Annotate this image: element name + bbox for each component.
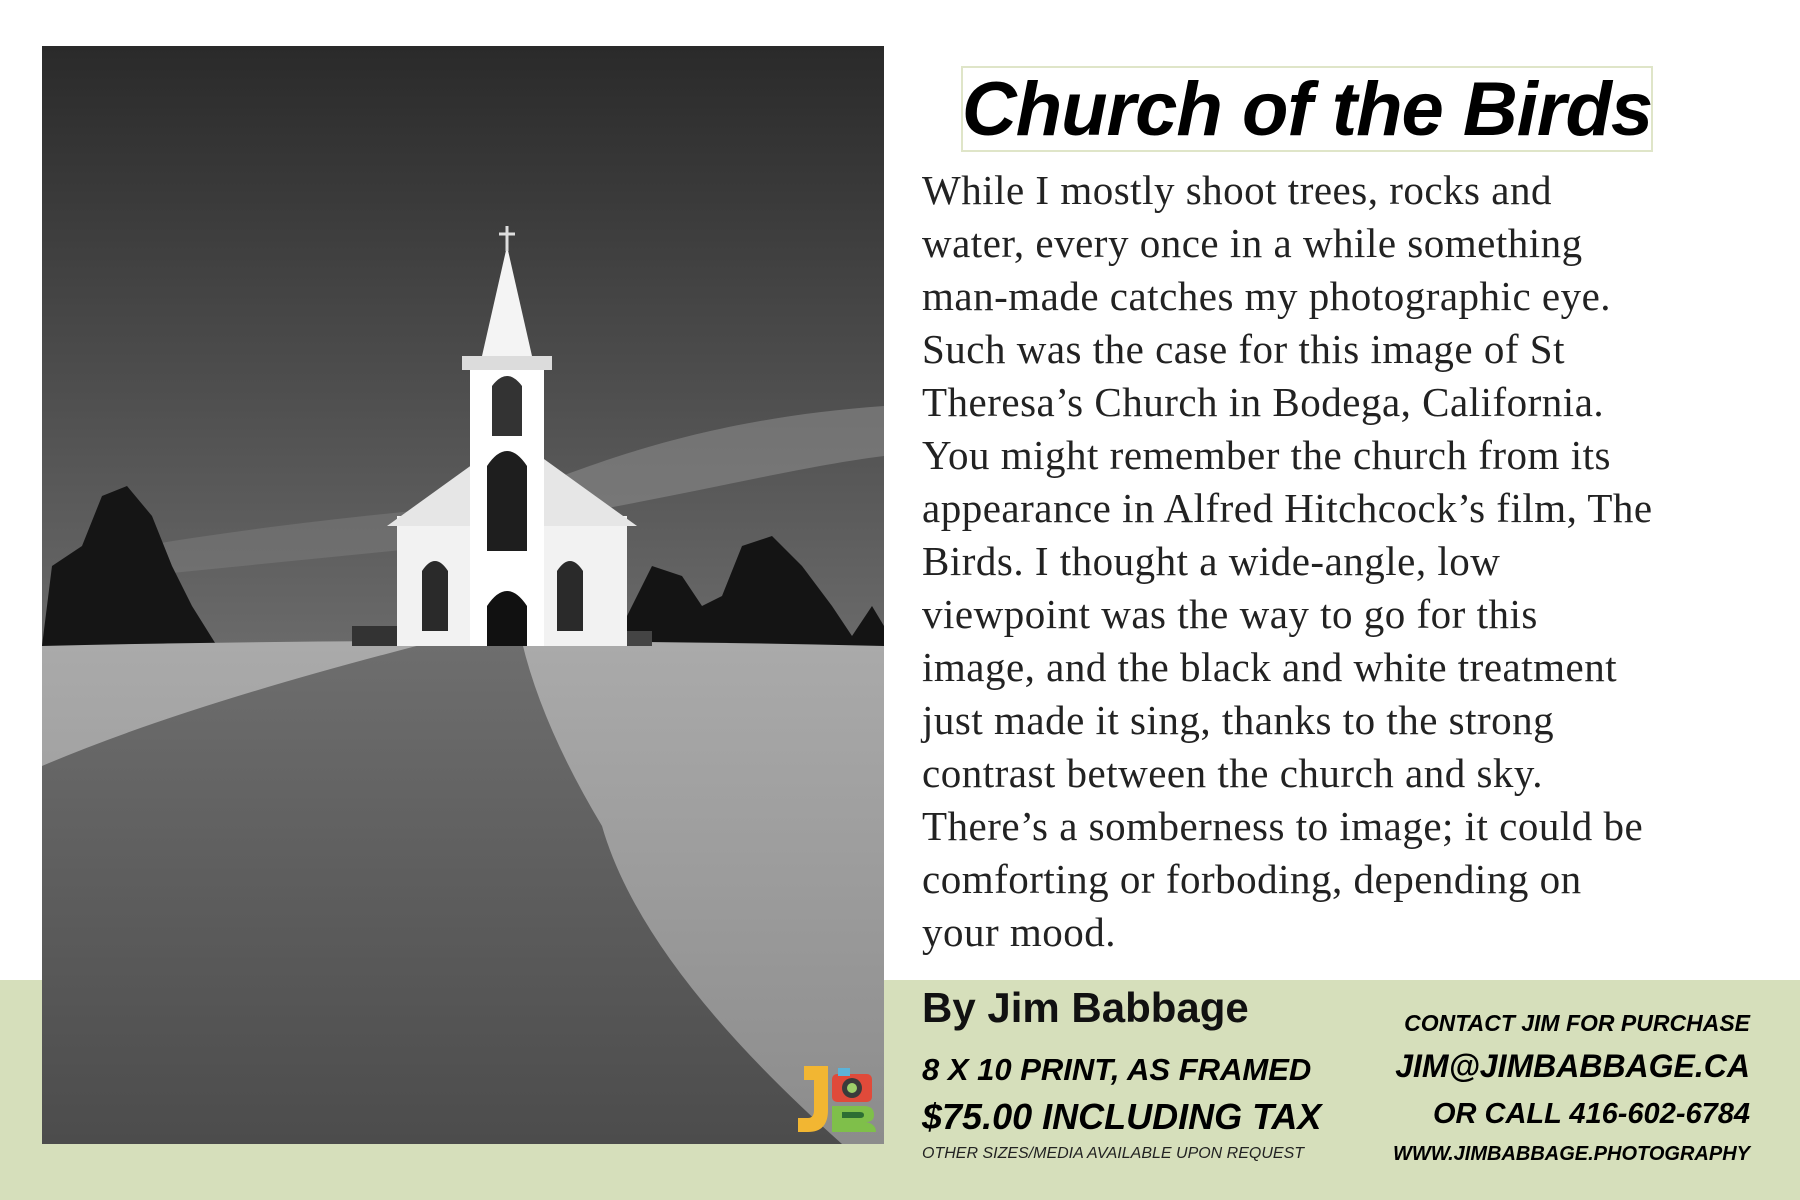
sizes-note: OTHER SIZES/MEDIA AVAILABLE UPON REQUEST <box>922 1145 1305 1162</box>
contact-heading: CONTACT JIM FOR PURCHASE <box>1404 1010 1750 1036</box>
description-line: viewpoint was the way to go for this <box>922 591 1538 637</box>
description <box>922 164 1762 959</box>
description-line: You might remember the church from its <box>922 432 1611 478</box>
description-line: just made it sing, thanks to the strong <box>922 697 1555 743</box>
description-line: your mood. <box>922 909 1117 955</box>
print-size: 8 X 10 PRINT, AS FRAMED <box>922 1052 1312 1087</box>
description-line: water, every once in a while something <box>922 220 1583 266</box>
contact-phone: OR CALL 416-602-6784 <box>1432 1098 1750 1130</box>
contact-website[interactable]: WWW.JIMBABBAGE.PHOTOGRAPHY <box>1392 1143 1750 1165</box>
jb-logo-icon <box>794 1060 878 1138</box>
description-line: Theresa’s Church in Bodega, California. <box>922 379 1605 425</box>
description-line: image, and the black and white treatment <box>922 644 1618 690</box>
author-credit: By Jim Babbage <box>922 984 1249 1031</box>
description-line: There’s a somberness to image; it could be <box>922 803 1644 849</box>
description-line: contrast between the church and sky. <box>922 750 1544 796</box>
page-title: Church of the Birds <box>961 66 1653 152</box>
church-photo <box>42 46 884 1144</box>
contact-email[interactable]: JIM@JIMBABBAGE.CA <box>1395 1048 1750 1084</box>
description-line: comforting or forboding, depending on <box>922 856 1582 902</box>
description-line: Such was the case for this image of St <box>922 326 1565 372</box>
description-line: man-made catches my photographic eye. <box>922 273 1612 319</box>
description-line: appearance in Alfred Hitchcock’s film, The <box>922 485 1653 531</box>
description-line: While I mostly shoot trees, rocks and <box>922 167 1552 213</box>
description-line: Birds. I thought a wide-angle, low <box>922 538 1501 584</box>
title-box <box>961 66 1653 152</box>
print-price: $75.00 INCLUDING TAX <box>922 1096 1322 1137</box>
